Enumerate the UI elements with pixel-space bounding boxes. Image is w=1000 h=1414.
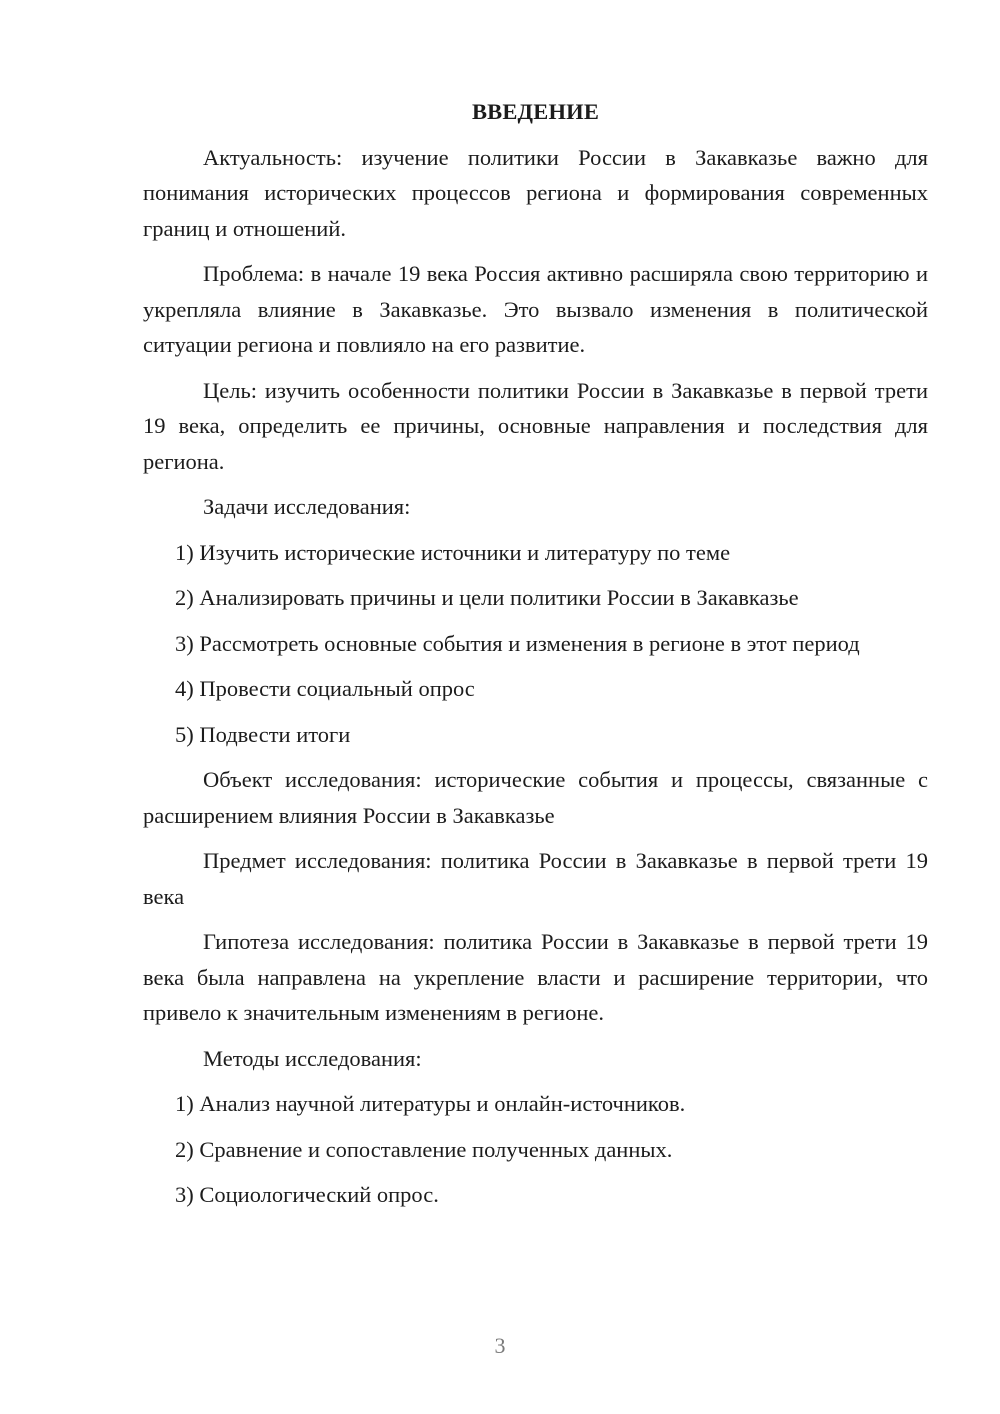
task-item: 4) Провести социальный опрос (175, 676, 475, 701)
document-body (143, 94, 928, 1223)
relevance-paragraph: Актуальность: изучение политики России в Закавказье важно для понимания исторических процессов региона и формирования современных границ и отношений. (143, 144, 928, 241)
hypothesis-paragraph: Гипотеза исследования: политика России в Закавказье в первой трети 19 века была направлена на укрепление власти и расширение территории, что привело к значительным изменениям в регионе. (143, 929, 928, 1025)
task-item: 3) Рассмотреть основные события и изменения в регионе в этот период (175, 630, 860, 656)
task-item: 1) Изучить исторические источники и литературу по теме (175, 539, 731, 565)
task-item: 5) Подвести итоги (175, 721, 351, 747)
object-paragraph: Объект исследования: исторические события и процессы, связанные с расширением влияния России в Закавказье (143, 767, 928, 828)
section-title: ВВЕДЕНИЕ (471, 99, 600, 124)
problem-paragraph: Проблема: в начале 19 века Россия активно расширяла свою территорию и укрепляла влияние в Закавказье. Это вызвало изменения в политической ситуации региона и повлияло на его развитие. (143, 261, 928, 357)
tasks-heading: Задачи исследования: (203, 494, 411, 519)
tasks-list (143, 535, 928, 753)
subject-paragraph: Предмет исследования: политика России в Закавказье в первой трети 19 века (143, 848, 928, 909)
goal-paragraph: Цель: изучить особенности политики России в Закавказье в первой трети 19 века, определить ее причины, основные направления и последствия для региона. (143, 377, 928, 474)
methods-list (143, 1086, 928, 1213)
method-item: 1) Анализ научной литературы и онлайн-источников. (175, 1091, 686, 1116)
methods-heading: Методы исследования: (203, 1045, 422, 1071)
task-item: 2) Анализировать причины и цели политики России в Закавказье (175, 585, 799, 610)
page-number: 3 (494, 1333, 506, 1358)
method-item: 2) Сравнение и сопоставление полученных данных. (175, 1136, 673, 1162)
method-item: 3) Социологический опрос. (175, 1182, 439, 1207)
